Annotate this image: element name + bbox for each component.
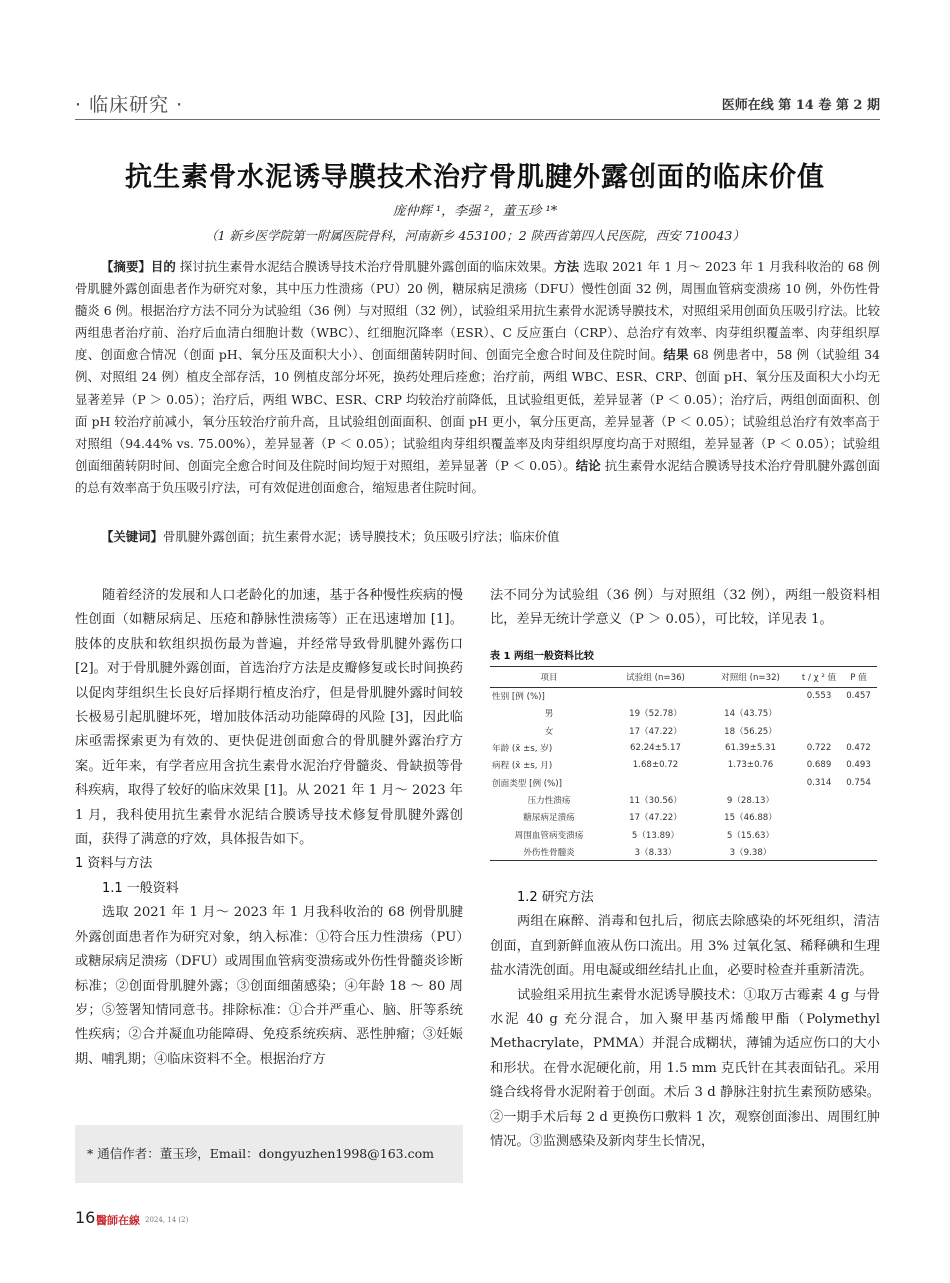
table-cell: 17（47.22） (629, 813, 682, 824)
abstract (75, 256, 880, 499)
conclusion-text: 抗生素骨水泥结合膜诱导技术治疗骨肌腱外露创面的总有效率高于负压吸引疗法，可有效促进创面愈合，缩短患者住院时间。 (75, 457, 880, 495)
page-number: 16 (75, 1208, 96, 1227)
section-label: · 临床研究 · (75, 94, 184, 116)
method-paragraph-1: 两组在麻醉、消毒和包扎后，彻底去除感染的坏死组织，清洁创面，直到新鲜血液从伤口流出。用 3% 过氧化氢、稀释碘和生理盐水清洗创面。用电凝或细丝结扎止血，必要时检查并重新清洗。 (490, 914, 880, 979)
table-cell: 1.68±0.72 (632, 760, 679, 771)
continued-paragraph: 法不同分为试验组（36 例）与对照组（32 例），两组一般资料相比，差异无统计学意义（P ＞ 0.05），可比较，详见表 1。 (490, 588, 880, 628)
table-row (490, 774, 877, 791)
table-cell: 0.722 (806, 743, 832, 754)
table-cell: 0.457 (846, 691, 871, 702)
col-header: 对照组 (n=32) (703, 667, 798, 688)
table-cell: 男 (544, 709, 554, 720)
left-column (75, 584, 463, 1072)
keywords-text: 骨肌腱外露创面；抗生素骨水泥；诱导膜技术；负压吸引疗法；临床价值 (162, 529, 560, 544)
table-cell: 性别 [例 (%)] (492, 692, 545, 703)
table-row (490, 791, 877, 808)
keywords-label: 【关键词】 (101, 529, 163, 544)
table-row (490, 722, 877, 739)
table-cell: 15（46.88） (724, 813, 777, 824)
methods-text: 选取 2021 年 1 月～ 2023 年 1 月我科收治的 68 例骨肌腱外露创面患者作为研究对象，其中压力性溃疡（PU）20 例，糖尿病足溃疡（DFU）慢性创面 32 例，周围血管病变溃疡 10 例，外伤性骨髓炎 6 例。根据治疗方法不同分为试验组（36 例）与对照组（32 例），试验组采用抗生素骨水泥诱导膜技术，对照组采用创面负压吸引疗法。比较两组患者治疗前、治疗后血清白细胞计数（WBC）、红细胞沉降率（ESR）、C 反应蛋白（CRP）、总治疗有效率、肉芽组织覆盖率、肉芽组织厚度、创面愈合情况（创面 pH、氧分压及面积大小）、创面细菌转阴时间、创面完全愈合时间及住院时间。 (75, 259, 881, 363)
table-cell: 0.472 (846, 743, 871, 754)
table-cell: 糖尿病足溃疡 (523, 813, 575, 824)
table-cell: 0.314 (806, 777, 832, 788)
right-column-bottom (490, 886, 880, 1154)
table-cell (840, 705, 877, 722)
abstract-label: 【摘要】 (101, 259, 151, 274)
table-cell: 外伤性骨髓炎 (490, 843, 608, 860)
table-cell: 创面类型 [例 (%)] (492, 778, 563, 789)
authors: 庞仲辉 ¹，李强 ²，董玉珍 ¹* (392, 204, 558, 219)
table-row (490, 843, 877, 860)
table-cell: 3（9.38） (703, 843, 798, 860)
table-cell: 5（15.63） (726, 830, 775, 841)
table-cell: 19（52.78） (629, 709, 682, 720)
table-cell: 11（30.56） (629, 795, 682, 806)
table-cell: 0.689 (806, 760, 832, 771)
table-row (490, 757, 877, 774)
page-header (75, 88, 880, 120)
table-cell: 女 (544, 726, 554, 737)
table-cell (798, 809, 840, 826)
article-title: 抗生素骨水泥诱导膜技术治疗骨肌腱外露创面的临床价值 (125, 162, 825, 193)
table-cell: 61.39±5.31 (725, 743, 776, 754)
table-cell (798, 705, 840, 722)
col-header: 项目 (490, 667, 608, 688)
table-cell: 压力性溃疡 (527, 795, 571, 806)
table-1 (490, 666, 877, 861)
header-divider (75, 119, 880, 120)
table-cell: 17（47.22） (629, 726, 682, 737)
table-title: 表 1 两组一般资料比较 (490, 651, 594, 662)
table-cell (840, 809, 877, 826)
journal-logo: 醫師在線 (96, 1214, 140, 1227)
table-cell (703, 774, 798, 791)
table-row (490, 705, 877, 722)
table-cell (798, 791, 840, 808)
intro-paragraph: 随着经济的发展和人口老龄化的加速，基于各种慢性疾病的慢性创面（如糖尿病足、压疮和静脉性溃疡等）正在迅速增加 [1]。肢体的皮肤和软组织损伤最为普遍，并经常导致骨肌腱外露伤口 [2]。对于骨肌腱外露创面，首选治疗方法是皮瓣修复或长时间换药以促肉芽组织生长良好后择期行植皮治疗，但是骨肌腱外露时间较长极易引起肌腱坏死，增加肢体活动功能障碍的风险 [3]，因此临床亟需探索更为有效的、更快促进创面愈合的骨肌腱外露治疗方案。近年来，有学者应用含抗生素骨水泥治疗骨髓炎、骨缺损等骨科疾病，取得了较好的临床效果 [1]。从 2021 年 1 月～ 2023 年 1 月，我科使用抗生素骨水泥结合膜诱导技术修复骨肌腱外露创面，获得了满意的疗效，具体报告如下。 (75, 588, 463, 848)
table-cell (798, 826, 840, 843)
journal-info: 医师在线 第 14 卷 第 2 期 (721, 98, 880, 113)
table-cell (840, 791, 877, 808)
table-cell: 1.73±0.76 (727, 760, 774, 771)
table-cell: 0.754 (846, 777, 871, 788)
objective-text: 探讨抗生素骨水泥结合膜诱导技术治疗骨肌腱外露创面的临床效果。 (175, 259, 555, 274)
table-row (490, 826, 877, 843)
table-row (490, 739, 877, 756)
table-cell: 3（8.33） (608, 843, 703, 860)
col-header: t / χ ² 值 (798, 667, 840, 688)
table-cell: 14（43.75） (724, 709, 777, 720)
table-cell: 62.24±5.17 (630, 743, 681, 754)
col-header: 试验组 (n=36) (608, 667, 703, 688)
method-paragraph-2: 试验组采用抗生素骨水泥诱导膜技术：①取万古霉素 4 g 与骨水泥 40 g 充分混合，加入聚甲基丙烯酸甲酯（Polymethyl Methacrylate，PMMA）并混合成糊状，薄铺为适应伤口的大小和形状。在骨水泥硬化前，用 1.5 mm 克氏针在其表面钻孔。采用缝合线将骨水泥附着于创面。术后 3 d 静脉注射抗生素预防感染。②一期手术后每 2 d 更换伤口敷料 1 次，观察创面渗出、周围红肿情况。③监测感染及新肉芽生长情况， (490, 987, 880, 1150)
table-cell (608, 688, 703, 705)
keywords (75, 526, 880, 548)
table-header-row (490, 667, 877, 688)
correspondence-footnote: * 通信作者：董玉珍，Email：dongyuzhen1998@163.com (75, 1125, 463, 1183)
section-heading-1: 1 资料与方法 (75, 856, 153, 872)
subsection-heading-1-2: 1.2 研究方法 (517, 890, 594, 905)
general-data-paragraph: 选取 2021 年 1 月～ 2023 年 1 月我科收治的 68 例骨肌腱外露创面患者作为研究对象，纳入标准：①符合压力性溃疡（PU）或糖尿病足溃疡（DFU）或周围血管病变溃疡或外伤性骨髓炎诊断标准；②创面骨肌腱外露；③创面细菌感染；④年龄 18 ～ 80 周岁；⑤签署知情同意书。排除标准：①合并严重心、脑、肝等系统性疾病；②合并凝血功能障碍、免疫系统疾病、恶性肿瘤；③妊娠期、哺乳期；④临床资料不全。根据治疗方 (75, 905, 463, 1067)
table-cell: 9（28.13） (726, 795, 775, 806)
table-cell: 18（56.25） (724, 726, 777, 737)
table-cell: 周围血管病变溃疡 (514, 830, 584, 841)
table-cell: 0.553 (806, 691, 832, 702)
conclusion-label: 结论 (575, 457, 601, 473)
table-row (490, 688, 877, 705)
table-cell: 0.493 (846, 760, 871, 771)
table-cell (703, 688, 798, 705)
table-cell (798, 722, 840, 739)
col-header: P 值 (840, 667, 877, 688)
table-cell (798, 843, 840, 860)
table-cell: 病程 (x̄ ±s, 月) (492, 761, 553, 772)
objective-label: 目的 (150, 259, 176, 274)
affiliation: （1 新乡医学院第一附属医院骨科，河南新乡 453100；2 陕西省第四人民医院，西安 710043） (205, 228, 745, 243)
table-cell (840, 826, 877, 843)
issue-label: 2024, 14 (2) (145, 1216, 189, 1224)
subsection-heading-1-1: 1.1 一般资料 (102, 880, 179, 896)
table-cell (608, 774, 703, 791)
table-cell: 5（13.89） (631, 830, 680, 841)
table-cell: 年龄 (x̄ ±s, 岁) (492, 744, 553, 755)
table-cell (840, 843, 877, 860)
results-text: 68 例患者中，58 例（试验组 34 例、对照组 24 例）植皮全部存活，10 例植皮部分坏死，换药处理后痊愈；治疗前，两组 WBC、ESR、CRP、创面 pH、氧分压及面积大小均无显著差异（P ＞ 0.05）；治疗后，两组 WBC、ESR、CRP 均较治疗前降低，且试验组更低，差异显著（P ＜ 0.05）；治疗后，两组创面面积、创面 pH 较治疗前减小，氧分压较治疗前升高，且试验组创面面积、创面 pH 更小，氧分压更高，差异显著（P ＜ 0.05）；试验组总治疗有效率高于对照组（94.44% vs. 75.00%），差异显著（P ＜ 0.05）；试验组肉芽组织覆盖率及肉芽组织厚度均高于对照组，差异显著（P ＜ 0.05）；试验组创面细菌转阴时间、创面完全愈合时间及住院时间均短于对照组，差异显著（P ＜ 0.05）。 (75, 347, 880, 473)
table-cell (840, 722, 877, 739)
methods-label: 方法 (554, 259, 580, 274)
results-label: 结果 (663, 347, 689, 363)
table-row (490, 809, 877, 826)
right-column-top (490, 584, 880, 633)
